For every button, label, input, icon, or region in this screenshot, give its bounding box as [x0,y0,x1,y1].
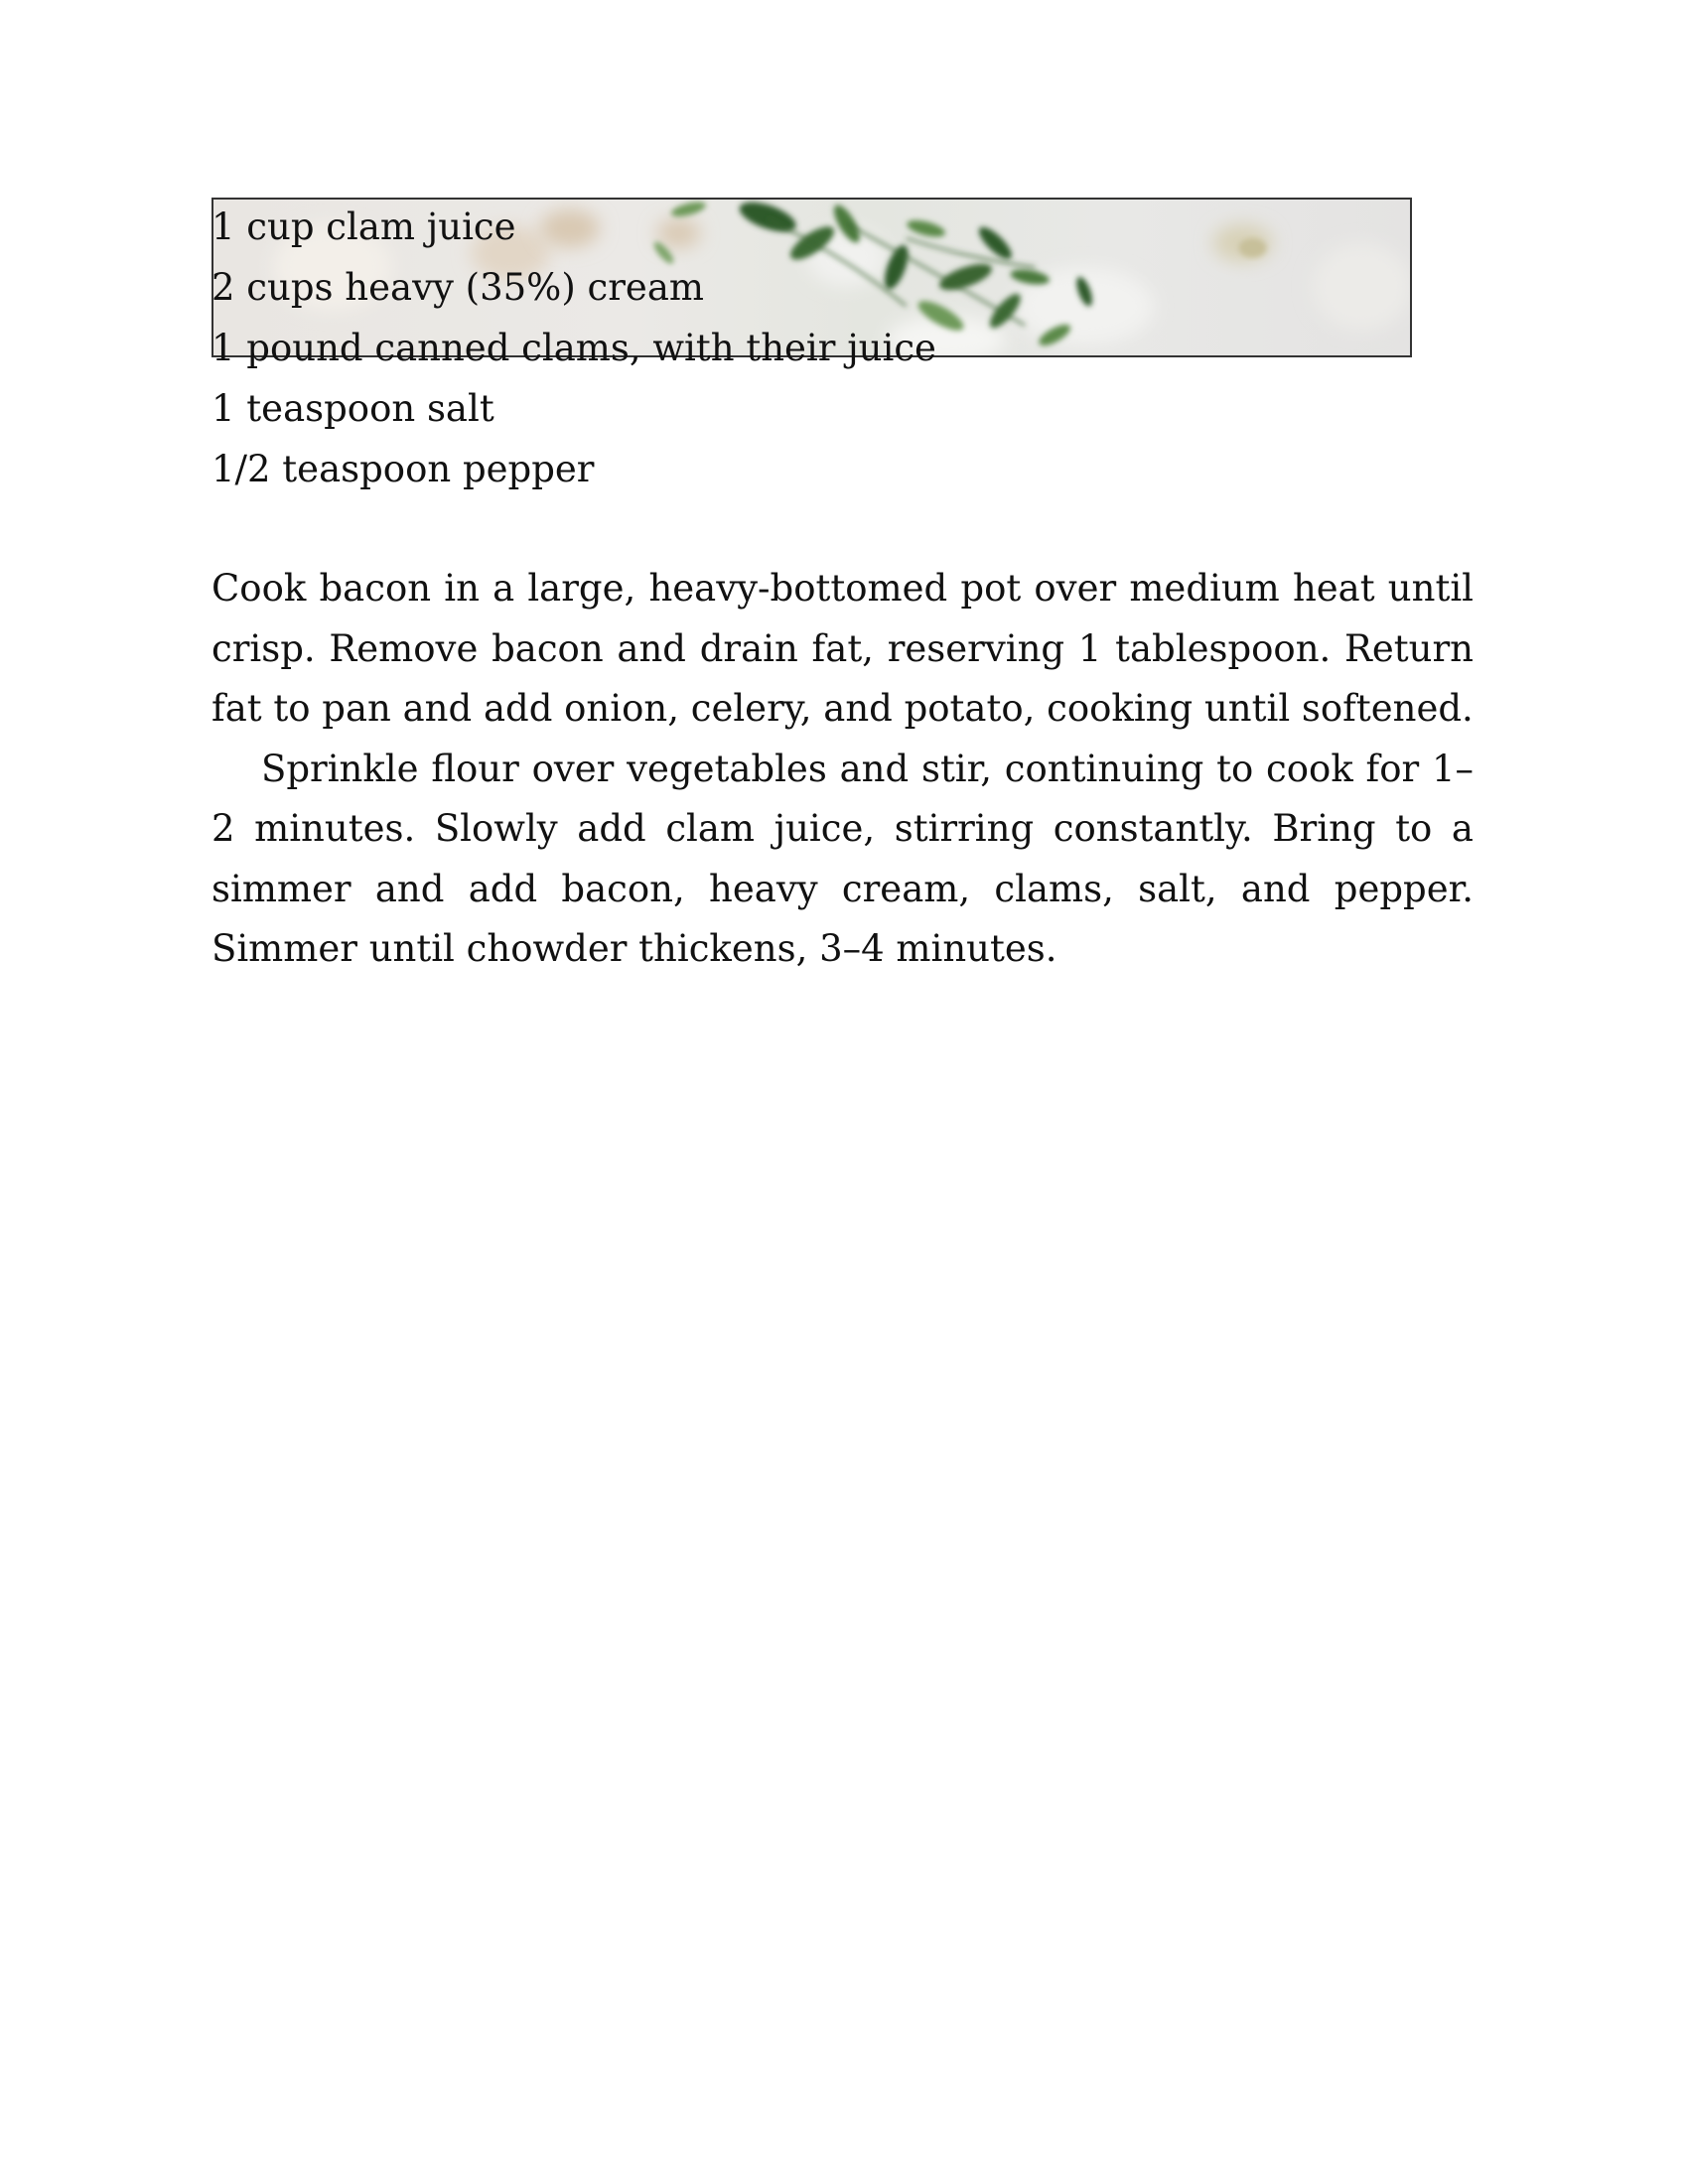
ingredients-list [211,197,936,499]
ingredient-item: 1 cup clam juice [211,205,516,248]
method-paragraph: Sprinkle flour over vegetables and stir, continuing to cook for 1–2 minutes. Slowly add clam juice, stirring constantly. Bring to a simmer and add bacon, heavy cream, clams, salt, and pepper. Simmer until chowder thickens, 3–4 minutes. [211,747,1474,970]
ingredient-item: 1/2 teaspoon pepper [211,448,595,490]
ingredient-item: 2 cups heavy (35%) cream [211,266,704,309]
ingredient-item: 1 pound canned clams, with their juice [211,327,936,369]
method-section [211,559,1474,980]
method-paragraph: Cook bacon in a large, heavy-bottomed pot over medium heat until crisp. Remove bacon and drain fat, reserving 1 tablespoon. Return fat to pan and add onion, celery, and potato, cooking until softened. [211,567,1474,730]
ingredient-item: 1 teaspoon salt [211,387,494,430]
